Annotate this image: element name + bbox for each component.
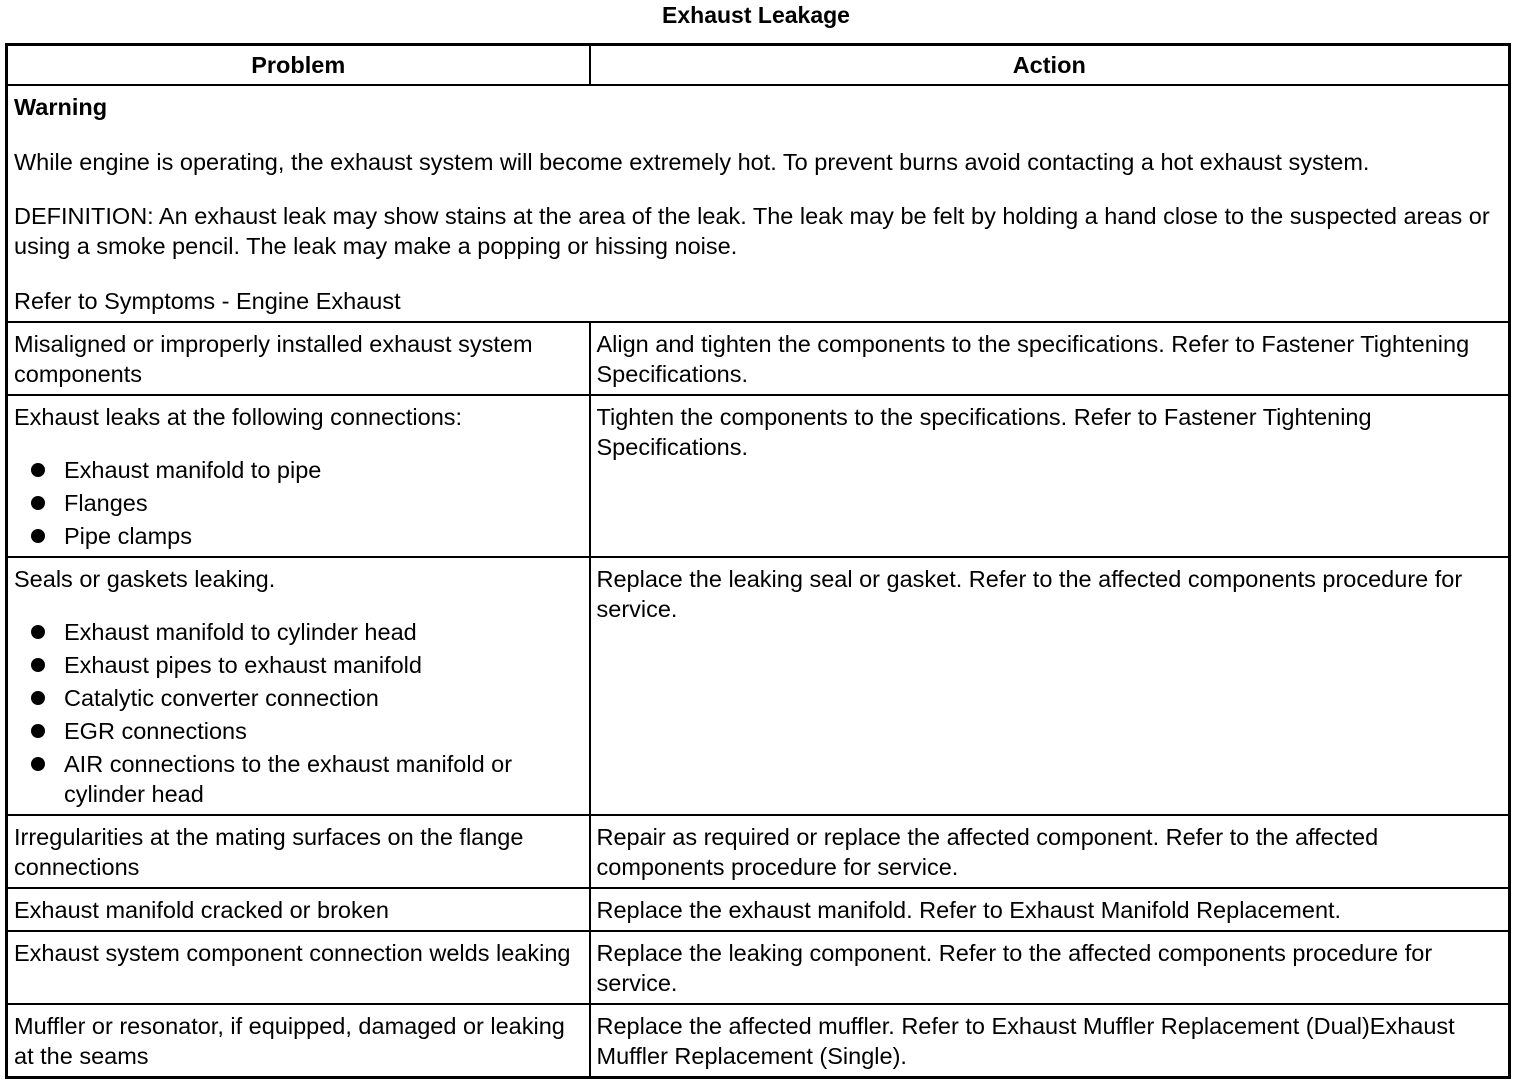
- action-cell: [590, 1004, 1510, 1078]
- action-column-header: Action: [590, 45, 1510, 86]
- list-item: [14, 650, 583, 680]
- list-item: [14, 716, 583, 746]
- list-item-label: Pipe clamps: [64, 523, 192, 549]
- action-text: Replace the exhaust manifold. Refer to Exhaust Manifold Replacement.: [596, 897, 1342, 923]
- action-text: Tighten the components to the specifications. Refer to Fastener Tightening Specifications.: [596, 404, 1372, 460]
- problem-cell: [7, 557, 590, 815]
- definition-text: DEFINITION: An exhaust leak may show stains at the area of the leak. The leak may be felt by holding a hand close to the suspected areas or using a smoke pencil. The leak may make a popping or hissing noise.: [14, 203, 1490, 259]
- list-item-label: Catalytic converter connection: [64, 685, 379, 711]
- list-item: [14, 683, 583, 713]
- problem-text: Exhaust system component connection welds leaking: [14, 940, 571, 966]
- problem-text: Irregularities at the mating surfaces on the flange connections: [14, 824, 524, 880]
- table-row: [7, 931, 1510, 1004]
- warning-text: While engine is operating, the exhaust system will become extremely hot. To prevent burns avoid contacting a hot exhaust system.: [14, 149, 1370, 175]
- problem-cell: [7, 815, 590, 888]
- list-item-label: Exhaust pipes to exhaust manifold: [64, 652, 422, 678]
- problem-cell: [7, 1004, 590, 1078]
- list-item-label: Flanges: [64, 490, 148, 516]
- table-header-row: [7, 45, 1510, 86]
- connection-list: [14, 455, 583, 551]
- problem-cell: [7, 888, 590, 931]
- problem-cell: [7, 322, 590, 395]
- bullet-icon: [31, 625, 45, 639]
- action-cell: [590, 322, 1510, 395]
- list-item: [14, 617, 583, 647]
- action-text: Replace the leaking seal or gasket. Refer to the affected components procedure for service.: [596, 566, 1463, 622]
- problem-cell: [7, 931, 590, 1004]
- problem-text: Muffler or resonator, if equipped, damaged or leaking at the seams: [14, 1013, 565, 1069]
- problem-text: Seals or gaskets leaking.: [14, 566, 276, 592]
- list-item-label: EGR connections: [64, 718, 247, 744]
- list-item: [14, 749, 583, 809]
- symptoms-reference: Refer to Symptoms - Engine Exhaust: [14, 288, 401, 314]
- problem-text: Exhaust manifold cracked or broken: [14, 897, 389, 923]
- action-cell: [590, 395, 1510, 557]
- action-cell: [590, 888, 1510, 931]
- table-row: [7, 322, 1510, 395]
- bullet-icon: [31, 724, 45, 738]
- list-item: [14, 455, 583, 485]
- document-title: Exhaust Leakage: [662, 2, 850, 28]
- action-cell: [590, 931, 1510, 1004]
- warning-row: [7, 85, 1510, 322]
- list-item-label: Exhaust manifold to pipe: [64, 457, 322, 483]
- table-row: [7, 815, 1510, 888]
- bullet-icon: [31, 658, 45, 672]
- action-cell: [590, 557, 1510, 815]
- table-row: [7, 888, 1510, 931]
- bullet-icon: [31, 529, 45, 543]
- action-cell: [590, 815, 1510, 888]
- table-row: [7, 395, 1510, 557]
- action-text: Replace the leaking component. Refer to the affected components procedure for service.: [596, 940, 1433, 996]
- seal-list: [14, 617, 583, 809]
- problem-cell: [7, 395, 590, 557]
- list-item: [14, 488, 583, 518]
- action-text: Repair as required or replace the affected component. Refer to the affected components procedure for service.: [596, 824, 1379, 880]
- list-item-label: Exhaust manifold to cylinder head: [64, 619, 417, 645]
- action-text: Align and tighten the components to the specifications. Refer to Fastener Tightening Specifications.: [596, 331, 1470, 387]
- warning-cell: [7, 85, 1510, 322]
- table-row: [7, 557, 1510, 815]
- bullet-icon: [31, 463, 45, 477]
- problem-column-header: Problem: [7, 45, 590, 86]
- bullet-icon: [31, 691, 45, 705]
- problem-text: Misaligned or improperly installed exhaust system components: [14, 331, 533, 387]
- table-row: [7, 1004, 1510, 1078]
- bullet-icon: [31, 496, 45, 510]
- problem-text: Exhaust leaks at the following connections:: [14, 404, 463, 430]
- list-item: [14, 521, 583, 551]
- warning-heading: Warning: [14, 94, 108, 120]
- bullet-icon: [31, 757, 45, 771]
- list-item-label: AIR connections to the exhaust manifold or cylinder head: [64, 751, 513, 807]
- diagnostic-table: [5, 43, 1511, 1079]
- action-text: Replace the affected muffler. Refer to Exhaust Muffler Replacement (Dual)Exhaust Muffler Replacement (Single).: [596, 1013, 1455, 1069]
